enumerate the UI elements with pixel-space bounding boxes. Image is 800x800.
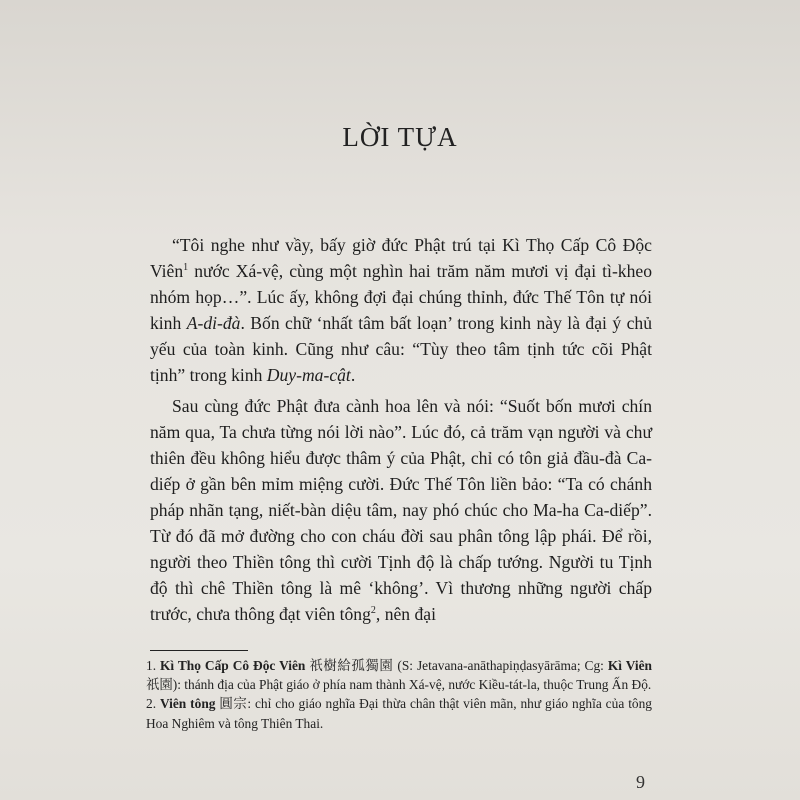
italic-title: Duy-ma-cật	[266, 365, 351, 386]
text-run: .	[350, 365, 356, 386]
footnote-term: Kì Thọ Cấp Cô Độc Viên	[160, 658, 306, 673]
footnotes	[146, 656, 652, 733]
body-text	[150, 232, 652, 627]
footnote-ref-1: 1	[183, 262, 189, 274]
footnote-term: Kì Viên	[607, 658, 652, 673]
footnote-text: ): thánh địa của Phật giáo ở phía nam thành Xá-vệ, nước Kiều-tát-la, thuộc Trung Ấn Độ.	[172, 677, 652, 693]
paragraph-1	[150, 232, 652, 389]
text-run: “Tôi nghe như vầy, bấy giờ đức Phật trú tại Kì Thọ Cấp Cô Độc Viên	[150, 235, 652, 282]
paragraph-2	[150, 393, 652, 628]
footnote-term: Viên tông	[159, 696, 216, 712]
text-run: , nên đại	[375, 604, 436, 625]
footnote-number: 1.	[146, 658, 161, 673]
text-run: Sau cùng đức Phật đưa cành hoa lên và nói: “Suốt bốn mươi chín năm qua, Ta chưa từng nói lời nào”. Lúc đó, cả trăm vạn người và chư thiên đều không hiểu được thâm ý của Phật, chỉ có tôn giả đầu-đà Ca-diếp ở gần bên mỉm miệng cười. Đức Thế Tôn liền bảo: “Ta có chánh pháp nhãn tạng, niết-bàn diệu tâm, nay phó chúc cho Ma-ha Ca-diếp”. Từ đó đã mở đường cho con cháu đời sau phân tông lập phái. Để rồi, người theo Thiền tông thì cười Tịnh độ là chấp tướng. Người tu Tịnh độ thì chê Thiền tông là mê ‘không’. Vì thương những người chấp trước, chưa thông đạt viên tông	[150, 395, 652, 625]
footnote-han: 祇樹給孤獨園	[305, 658, 394, 673]
footnote-divider	[150, 650, 248, 651]
footnote-1	[146, 656, 652, 694]
text-run: . Bốn chữ ‘nhất tâm bất loạn’ trong kinh này là đại ý chủ yếu của toàn kinh. Cũng như câu: “Tùy theo tâm tịnh tức cõi Phật tịnh” trong kinh	[150, 313, 652, 386]
italic-title: A-di-đà	[186, 313, 241, 334]
page-number: 9	[636, 772, 645, 792]
footnote-han: 祇園	[146, 677, 173, 693]
footnote-text: (S: Jetavana-anāthapiṇḍasyārāma; Cg:	[393, 658, 608, 673]
footnote-text: : chỉ cho giáo nghĩa Đại thừa chân thật viên mãn, như giáo nghĩa của tông Hoa Nghiêm và tông Thiên Thai.	[146, 696, 652, 731]
footnote-2	[146, 694, 652, 732]
footnote-number: 2.	[146, 696, 160, 712]
footnote-ref-2: 2	[370, 605, 376, 617]
text-run: nước Xá-vệ, cùng một nghìn hai trăm năm mươi vị đại tì-kheo nhóm họp…”. Lúc ấy, không đợi đại chúng thỉnh, đức Thế Tôn tự nói kinh	[150, 261, 652, 334]
footnote-han: 圓宗	[215, 696, 248, 712]
page-title: LỜI TỰA	[342, 122, 458, 152]
